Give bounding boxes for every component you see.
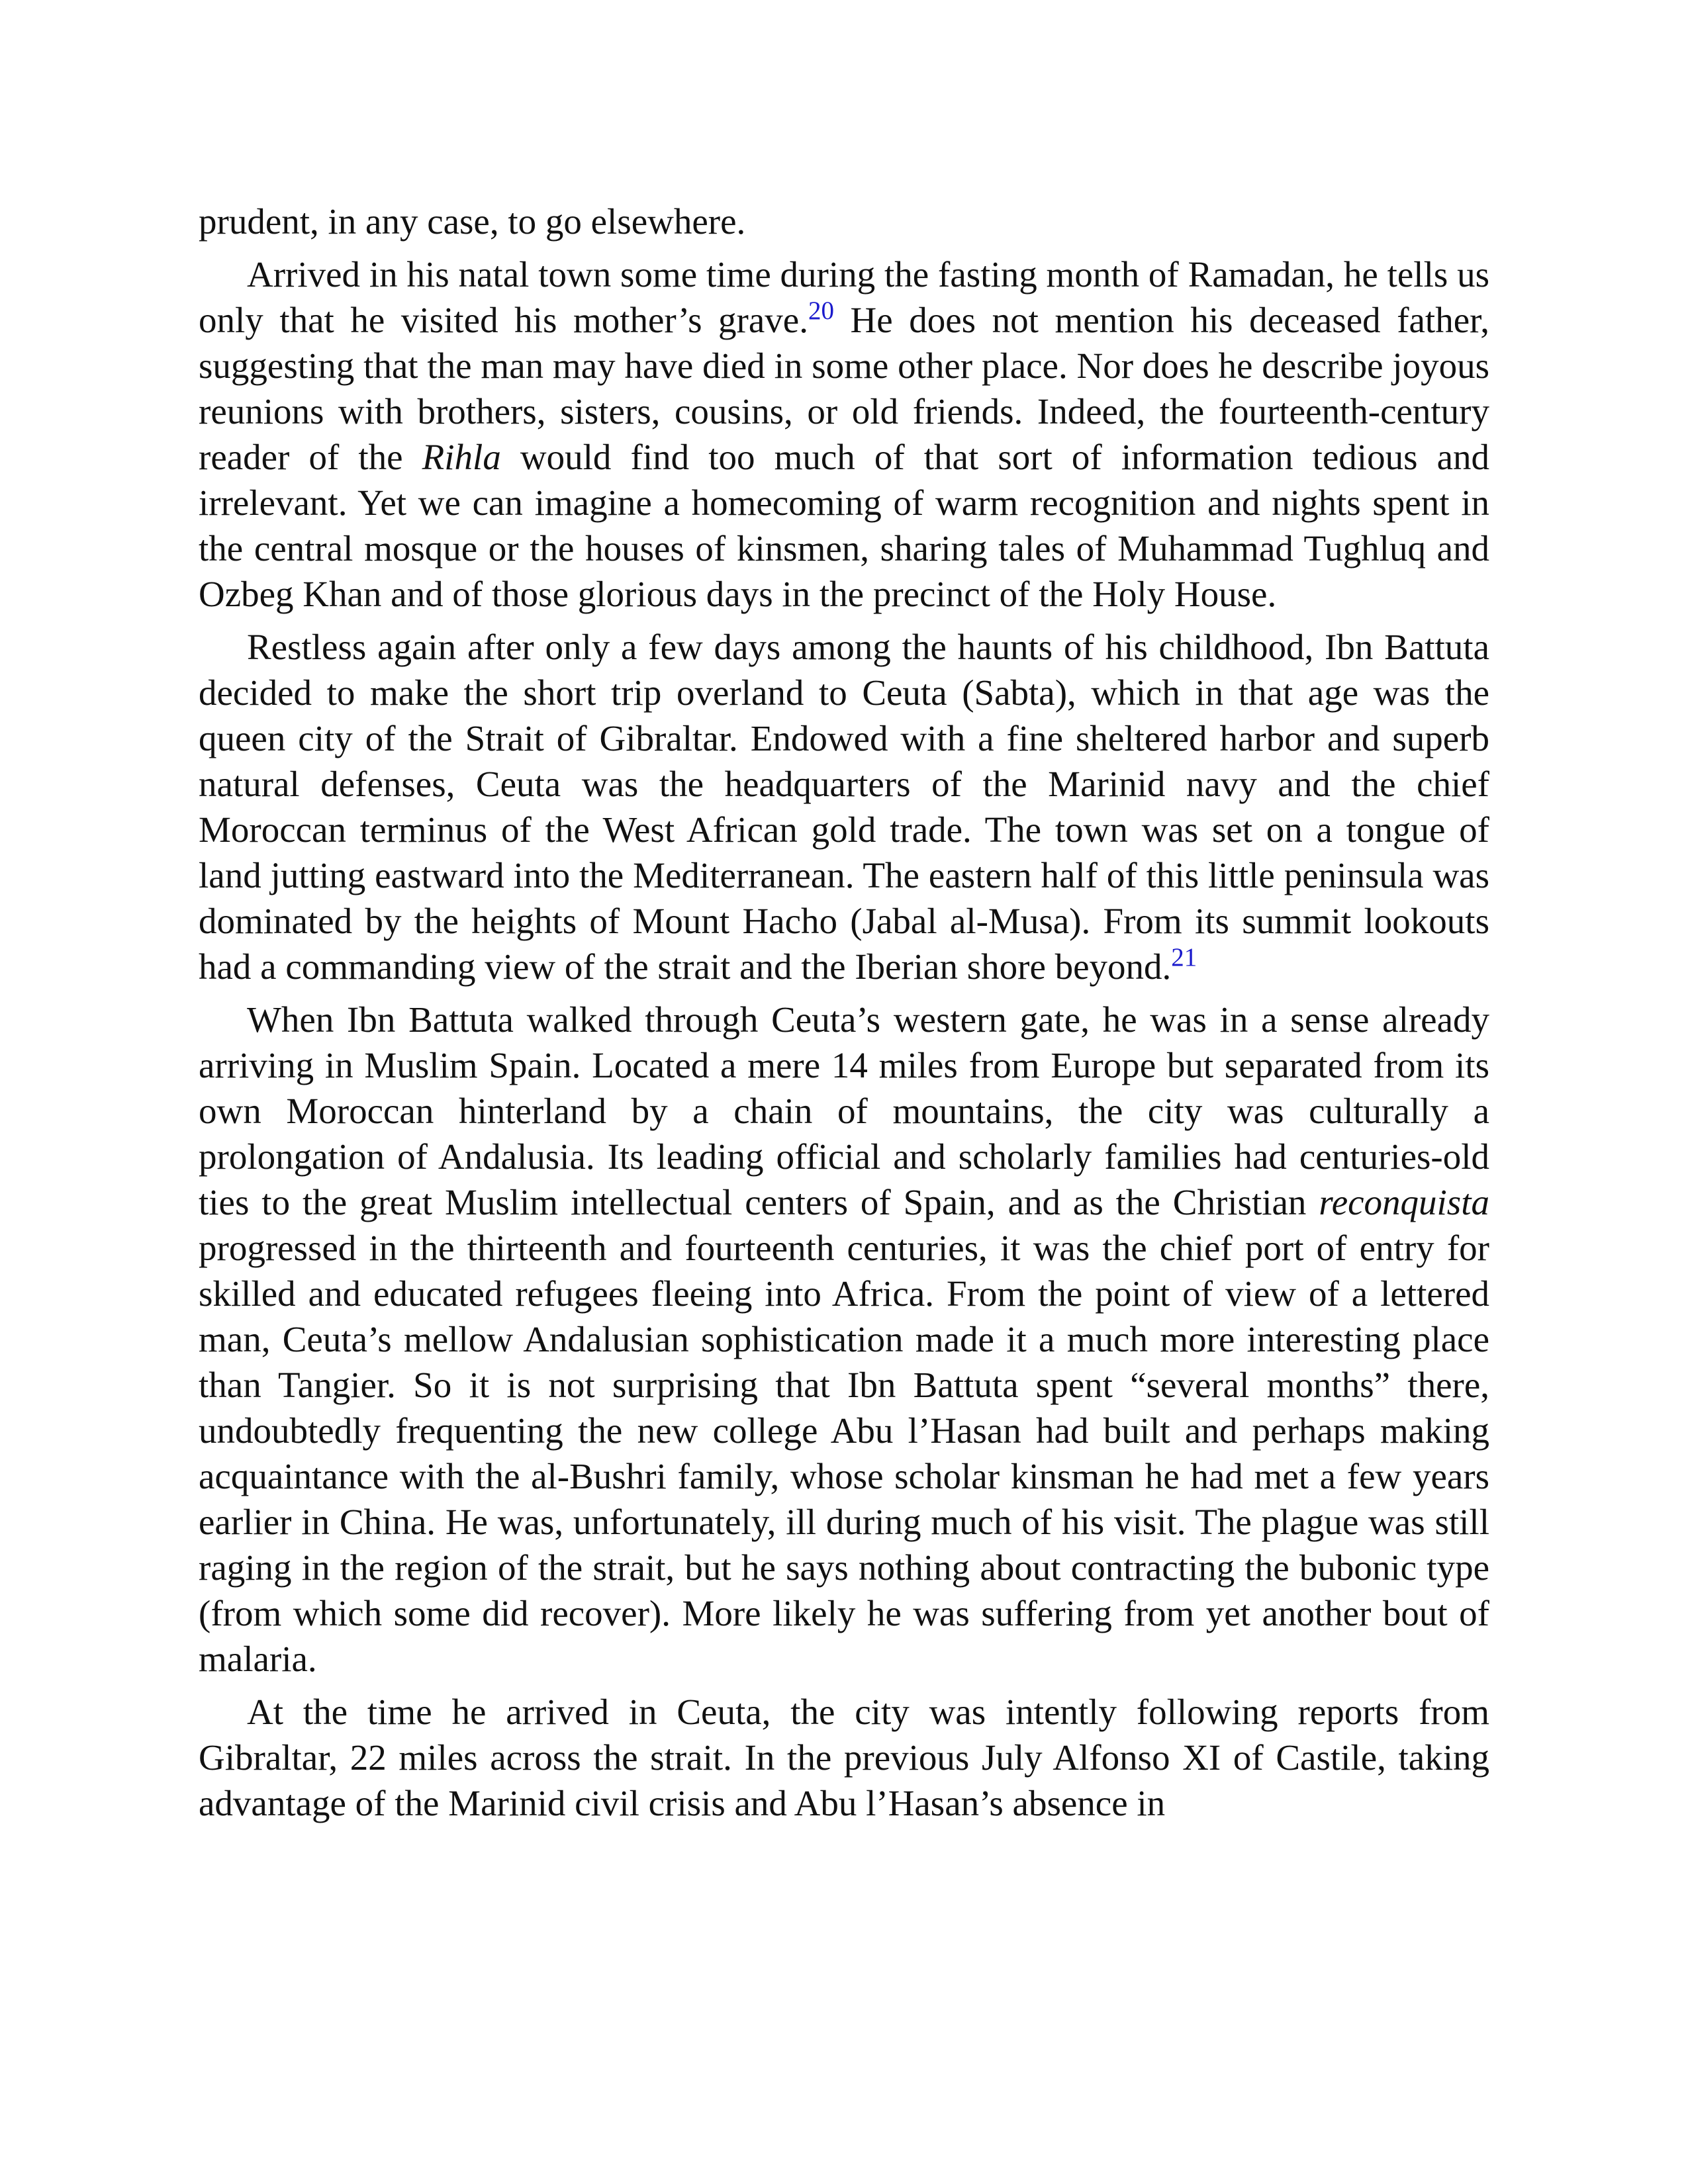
italic-term: reconquista [1319, 1182, 1489, 1222]
footnote-reference-link[interactable]: 20 [808, 296, 834, 325]
paragraph: Arrived in his natal town some time during the fasting month of Ramadan, he tells us only that he visited his mother’s grave.$^{20}$ He does not mention his deceased father, suggesting that the man may have died in some other place. Nor does he describe joyous reunions with brothers, sisters, cousins, or old friends. Indeed, the fourteenth-century reader of the Rihla would find too much of that sort of information tedious and irrelevant. Yet we can imagine a homecoming of warm recognition and nights spent in the central mosque or the houses of kinsmen, sharing tales of Muhammad Tughluq and Ozbeg Khan and of those glorious days in the precinct of the Holy House. [199, 254, 1489, 614]
footnote-reference-link[interactable]: 21 [1171, 943, 1197, 972]
paragraph: Restless again after only a few days among the haunts of his childhood, Ibn Battuta decided to make the short trip overland to Ceuta (Sabta), which in that age was the queen city of the Strait of Gibraltar. Endowed with a fine sheltered harbor and superb natural defenses, Ceuta was the headquarters of the Marinid navy and the chief Moroccan terminus of the West African gold trade. The town was set on a tongue of land jutting eastward into the Mediterranean. The eastern half of this little peninsula was dominated by the heights of Mount Hacho (Jabal al-Musa). From its summit lookouts had a commanding view of the strait and the Iberian shore beyond.$^{21}$ [199, 627, 1489, 987]
paragraph: At the time he arrived in Ceuta, the city was intently following reports from Gibraltar, 22 miles across the strait. In the previous July Alfonso XI of Castile, taking advantage of the Marinid civil crisis and Abu l’Hasan’s absence in [199, 1692, 1489, 1823]
paragraph: When Ibn Battuta walked through Ceuta’s western gate, he was in a sense already arriving in Muslim Spain. Located a mere 14 miles from Europe but separated from its own Moroccan hinterland by a chain of mountains, the city was culturally a prolongation of Andalusia. Its leading official and scholarly families had centuries-old ties to the great Muslim intellectual centers of Spain, and as the Christian reconquista progressed in the thirteenth and fourteenth centuries, it was the chief port of entry for skilled and educated refugees fleeing into Africa. From the point of view of a lettered man, Ceuta’s mellow Andalusian sophistication made it a much more interesting place than Tangier. So it is not surprising that Ibn Battuta spent “several months” there, undoubtedly frequenting the new college Abu l’Hasan had built and perhaps making acquaintance with the al-Bushri family, whose scholar kinsman he had met a few years earlier in China. He was, unfortunately, ill during much of his visit. The plague was still raging in the region of the strait, but he says nothing about contracting the bubonic type (from which some did recover). More likely he was suffering from yet another bout of malaria. [199, 999, 1489, 1679]
italic-title: Rihla [422, 437, 501, 477]
paragraph: prudent, in any case, to go elsewhere. [199, 201, 746, 242]
book-page-body [199, 199, 1489, 1826]
